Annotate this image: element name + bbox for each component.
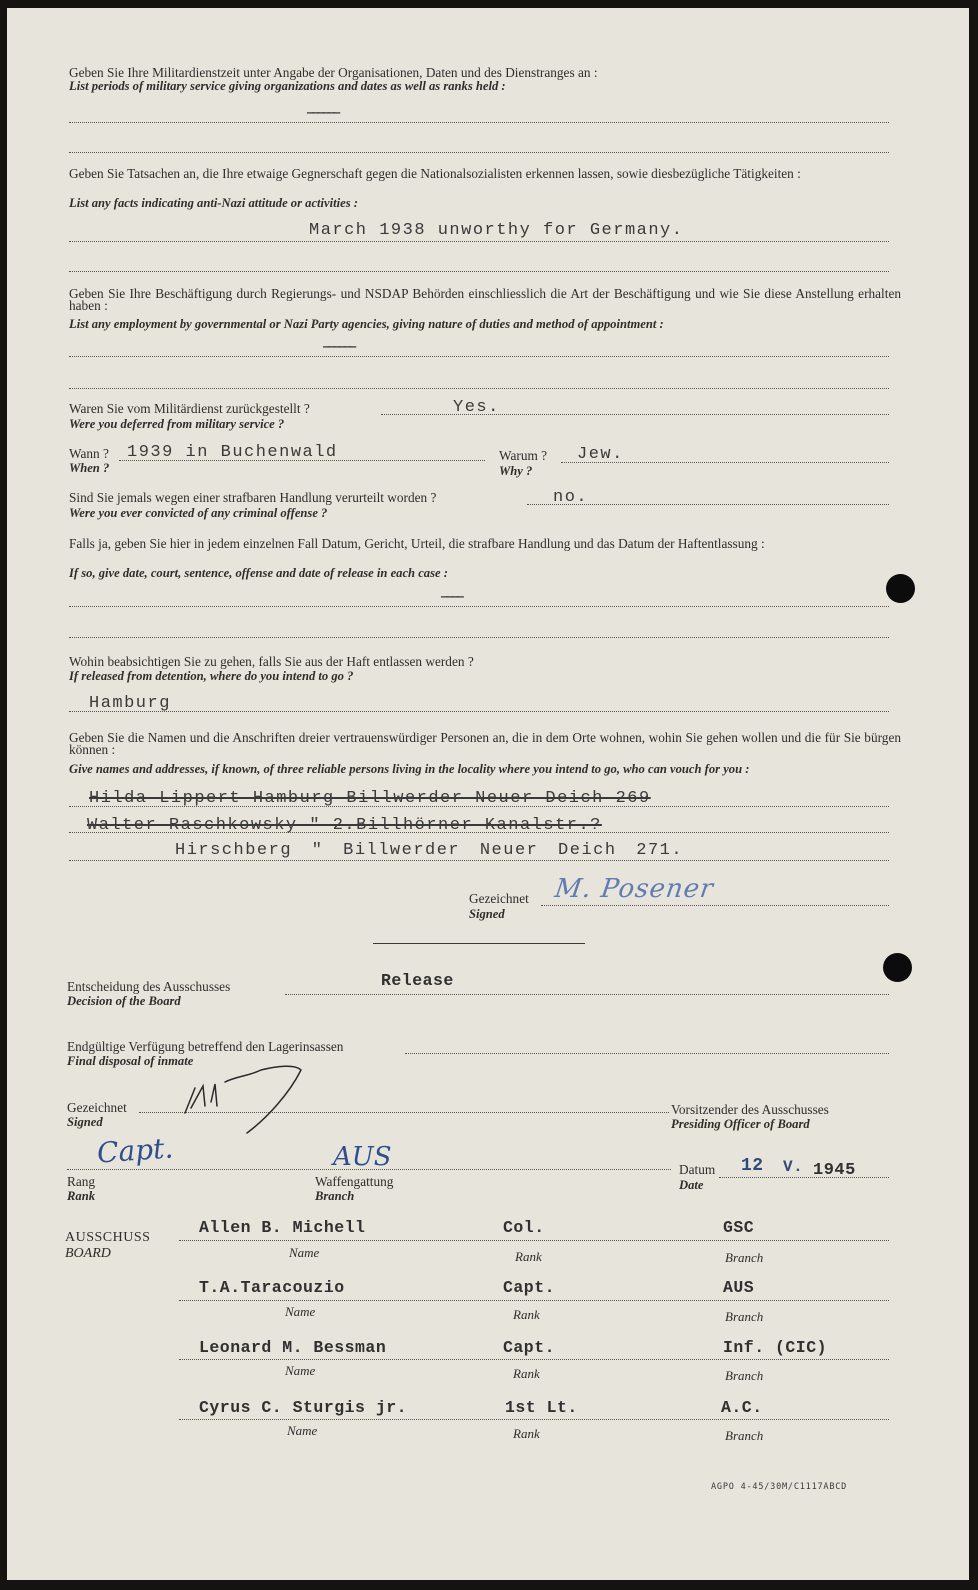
answer-line [405,1053,889,1054]
decision-answer: Release [381,971,454,990]
board-member-4-branch: A.C. [721,1398,763,1417]
if-so-question-en: If so, give date, court, sentence, offense and date of release in each case : [69,566,448,580]
branch-label-en: Branch [315,1189,355,1203]
date-label-en: Date [679,1178,704,1192]
convicted-question-en: Were you ever convicted of any criminal offense ? [69,506,328,520]
form-code: AGPO 4-45/30M/C1117ABCD [711,1482,848,1492]
board-name-label: Name [285,1363,316,1378]
deferred-question-de: Waren Sie vom Militärdienst zurückgestellt ? [69,401,310,416]
why-label-de: Warum ? [499,448,548,463]
applicant-signature: M. Posener [552,874,716,904]
why-label-en: Why ? [499,464,533,478]
answer-line [69,356,889,357]
employment-answer: —————— [323,340,355,354]
date-month: V. [783,1158,804,1176]
board-rank-label: Rank [513,1366,540,1381]
signed-label-de: Gezeichnet [469,891,529,906]
date-year: 1945 [813,1161,856,1180]
decision-label-en: Decision of the Board [67,994,181,1008]
board-label-en: BOARD [65,1246,111,1261]
answer-line [69,152,889,153]
punch-hole [886,574,915,603]
signature-line [541,905,889,906]
officer-signature [177,1058,307,1138]
board-member-2-branch: AUS [723,1278,755,1297]
destination-question-en: If released from detention, where do you intend to go ? [69,669,354,683]
military-service-answer: —————— [307,106,339,120]
decision-label-de: Entscheidung des Ausschusses [67,979,231,994]
reference-line-1: Hilda Lippert Hamburg Billwerder Neuer Deich 269 [89,789,651,808]
when-label-en: When ? [69,461,110,475]
anti-nazi-question-de: Geben Sie Tatsachen an, die Ihre etwaige Gegnerschaft gegen die Nationalsozialisten erkennen lassen, sowie diesbezügliche Tätigkeiten : [69,166,801,181]
disposal-label-en: Final disposal of inmate [67,1054,194,1068]
board-rank-label: Rank [515,1249,542,1264]
rank-label-en: Rank [67,1189,95,1203]
board-member-4-name: Cyrus C. Sturgis jr. [199,1398,408,1417]
board-member-2-name: T.A.Taracouzio [199,1278,345,1297]
answer-line [69,271,889,272]
board-name-label: Name [285,1304,316,1319]
convicted-answer: no. [553,488,589,507]
board-row-line [179,1300,889,1301]
board-row-line [179,1419,889,1420]
deferred-question-en: Were you deferred from military service ? [69,417,285,431]
answer-line [69,241,889,242]
answer-line [69,860,889,861]
presiding-officer-label-de: Vorsitzender des Ausschusses [671,1102,829,1117]
answer-line [69,637,889,638]
reference-line-2: Walter Raschkowsky " 2.Billhörner Kanalstr.? [87,816,602,835]
board-name-label: Name [289,1245,320,1260]
if-so-question-de: Falls ja, geben Sie hier in jedem einzelnen Fall Datum, Gericht, Urteil, die strafbare Handlung und das Datum der Haftentlassung : [69,536,765,551]
board-member-3-branch: Inf. (CIC) [723,1338,828,1357]
convicted-question-de: Sind Sie jemals wegen einer strafbaren Handlung verurteilt worden ? [69,490,437,505]
board-row-line [179,1359,889,1360]
rank-label-de: Rang [67,1174,96,1189]
punch-hole [883,953,912,982]
board-row-line [179,1240,889,1241]
date-label-de: Datum [679,1162,716,1177]
board-branch-label: Branch [725,1309,764,1324]
when-label-de: Wann ? [69,446,109,461]
signed-label-en: Signed [469,907,505,921]
answer-line [69,122,889,123]
anti-nazi-answer: March 1938 unworthy for Germany. [309,221,684,240]
military-service-question-de: Geben Sie Ihre Militardienstzeit unter Angabe der Organisationen, Daten und des Dienstranges an : [69,65,598,80]
board-branch-label: Branch [725,1368,764,1383]
deferred-answer: Yes. [453,398,500,417]
references-question-de: Geben Sie die Namen und die Anschriften dreier vertrauenswürdiger Personen an, die in dem Orte wohnen, wohin Sie gehen wollen und die für Sie bürgen können : [69,730,901,757]
board-member-1-rank: Col. [503,1218,545,1237]
answer-line [69,711,889,712]
board-member-2-rank: Capt. [503,1278,556,1297]
officer-rank-handwritten: Capt. [95,1131,175,1170]
employment-question-de: Geben Sie Ihre Beschäftigung durch Regierungs- und NSDAP Behörden einschliesslich die Art der Beschäftigung und wie Sie diese Anstellung erhalten haben : [69,286,901,313]
board-branch-label: Branch [725,1250,764,1265]
employment-question-en: List any employment by governmental or Nazi Party agencies, giving nature of duties and method of appointment : [69,317,664,331]
form-page [7,8,969,1580]
board-member-1-branch: GSC [723,1218,755,1237]
board-branch-label: Branch [725,1428,764,1443]
board-member-3-name: Leonard M. Bessman [199,1338,387,1357]
disposal-label-de: Endgültige Verfügung betreffend den Lagerinsassen [67,1039,344,1054]
answer-line [285,994,889,995]
answer-line [69,606,889,607]
board-member-4-rank: 1st Lt. [505,1398,578,1417]
board-member-1-name: Allen B. Michell [199,1218,366,1237]
date-day: 12 [741,1156,764,1176]
why-answer: Jew. [577,445,624,464]
officer-branch-handwritten: AUS [333,1142,392,1172]
if-so-answer: ———— [441,590,462,604]
date-line [719,1177,889,1178]
section-divider [373,943,585,944]
officer-signed-label-de: Gezeichnet [67,1100,127,1115]
presiding-officer-label-en: Presiding Officer of Board [671,1117,810,1131]
when-answer: 1939 in Buchenwald [127,443,338,462]
board-member-3-rank: Capt. [503,1338,556,1357]
anti-nazi-question-en: List any facts indicating anti-Nazi attitude or activities : [69,196,358,210]
answer-line [69,388,889,389]
officer-signed-label-en: Signed [67,1115,103,1129]
board-rank-label: Rank [513,1426,540,1441]
destination-answer: Hamburg [89,694,171,713]
branch-label-de: Waffengattung [315,1174,394,1189]
destination-question-de: Wohin beabsichtigen Sie zu gehen, falls Sie aus der Haft entlassen werden ? [69,654,474,669]
board-name-label: Name [287,1423,318,1438]
board-rank-label: Rank [513,1307,540,1322]
references-question-en: Give names and addresses, if known, of three reliable persons living in the locality where you intend to go, who can vouch for you : [69,762,750,776]
board-label-de: AUSSCHUSS [65,1230,151,1245]
military-service-question-en: List periods of military service giving organizations and dates as well as ranks held : [69,79,506,93]
reference-line-3: Hirschberg " Billwerder Neuer Deich 271. [175,841,684,860]
